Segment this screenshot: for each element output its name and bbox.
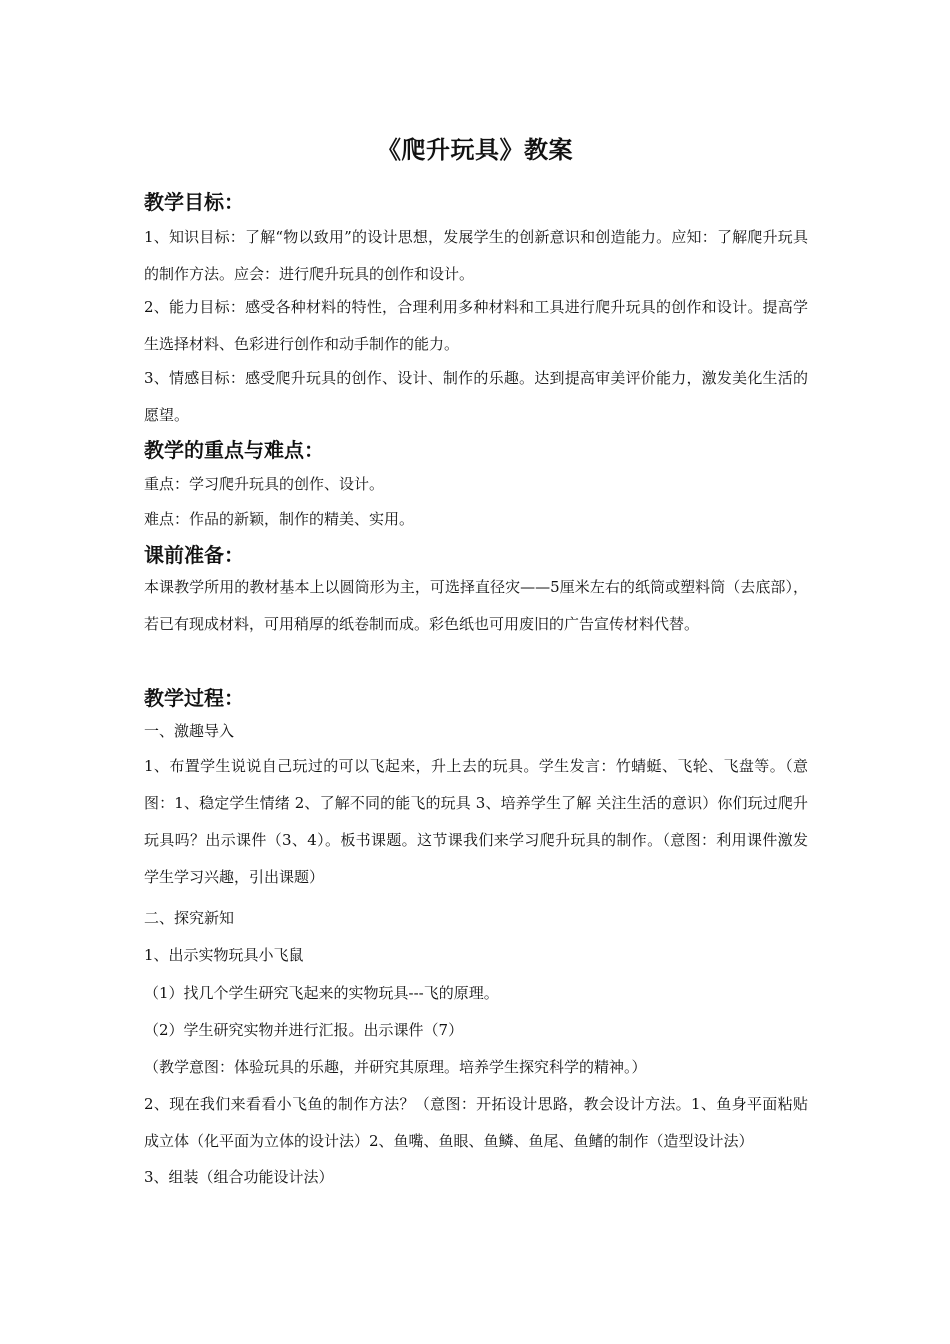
process-step1-title: 一、激趣导入 <box>144 722 235 740</box>
process-step2-item2: 2、现在我们来看看小飞鱼的制作方法？（意图：开拓设计思路，教会设计方法。1、鱼身平面粘贴成立体（化平面为立体的设计法）2、鱼嘴、鱼眼、鱼鳞、鱼尾、鱼鳍的制作（造型设计法） <box>144 1095 808 1150</box>
process-step2-sub1: （1）找几个学生研究飞起来的实物玩具---飞的原理。 <box>144 984 499 1002</box>
key-point-difficulty: 难点：作品的新颖，制作的精美、实用。 <box>144 510 415 528</box>
objective-knowledge: 1、知识目标：了解“物以致用”的设计思想，发展学生的创新意识和创造能力。应知：了解爬升玩具的制作方法。应会：进行爬升玩具的创作和设计。 <box>144 228 808 283</box>
objectives-heading: 教学目标： <box>144 190 244 214</box>
objective-emotion: 3、情感目标：感受爬升玩具的创作、设计、制作的乐趣。达到提高审美评价能力，激发美化生活的愿望。 <box>144 369 808 424</box>
process-step2-title: 二、探究新知 <box>144 909 235 927</box>
key-point-focus: 重点：学习爬升玩具的创作、设计。 <box>144 475 385 493</box>
process-step2-intent: （教学意图：体验玩具的乐趣，并研究其原理。培养学生探究科学的精神。） <box>144 1058 647 1076</box>
document-title: 《爬升玩具》教案 <box>377 136 573 164</box>
preparation-paragraph: 本课教学所用的教材基本上以圆筒形为主，可选择直径灾——5厘米左右的纸筒或塑料筒（去底部），若已有现成材料，可用稍厚的纸卷制而成。彩色纸也可用废旧的广告宣传材料代替。 <box>144 578 808 633</box>
process-step1-paragraph: 1、布置学生说说自己玩过的可以飞起来，升上去的玩具。学生发言：竹蜻蜓、飞轮、飞盘等。（意图：1、稳定学生情绪 2、了解不同的能飞的玩具 3、培养学生了解 关注生活的意识）你们玩过爬升玩具吗？出示课件（3、4）。板书课题。这节课我们来学习爬升玩具的制作。（意图：利用课件激发学生学习兴趣，引出课题） <box>144 757 808 886</box>
key-points-heading: 教学的重点与难点： <box>144 438 324 462</box>
preparation-heading: 课前准备： <box>144 543 244 567</box>
objective-ability: 2、能力目标：感受各种材料的特性，合理利用多种材料和工具进行爬升玩具的创作和设计。提高学生选择材料、色彩进行创作和动手制作的能力。 <box>144 298 808 353</box>
process-step2-item1: 1、出示实物玩具小飞鼠 <box>144 946 304 964</box>
process-heading: 教学过程： <box>144 686 244 710</box>
process-step2-sub2: （2）学生研究实物并进行汇报。出示课件（7） <box>144 1021 464 1039</box>
process-step2-item3: 3、组装（组合功能设计法） <box>144 1168 334 1186</box>
